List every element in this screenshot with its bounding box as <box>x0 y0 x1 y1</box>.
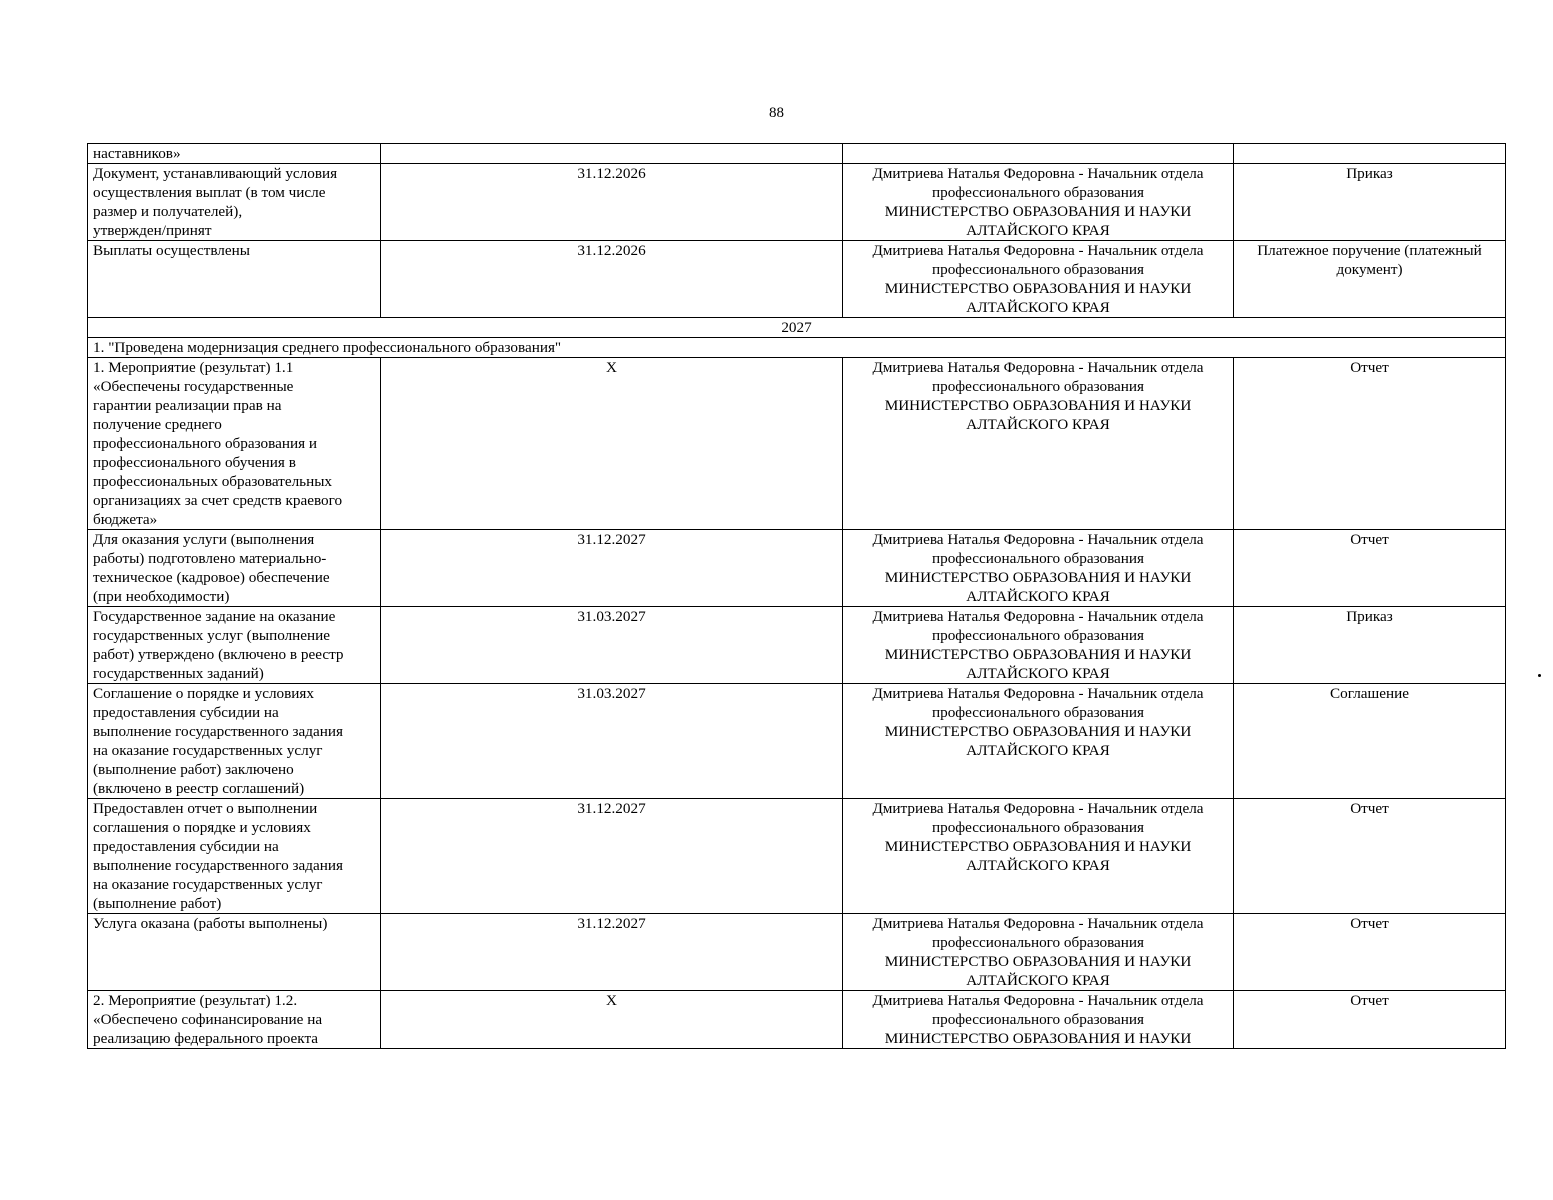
responsible-person-cell-line: МИНИСТЕРСТВО ОБРАЗОВАНИЯ И НАУКИ <box>884 397 1192 414</box>
result-description-cell-line: «Обеспечено софинансирование на <box>93 1011 323 1028</box>
result-description-cell <box>88 241 381 318</box>
responsible-person-cell-line: АЛТАЙСКОГО КРАЯ <box>966 222 1110 239</box>
responsible-person-cell-line: МИНИСТЕРСТВО ОБРАЗОВАНИЯ И НАУКИ <box>884 953 1192 970</box>
deadline-cell: 31.12.2027 <box>381 530 843 607</box>
deadline-cell: 31.12.2026 <box>381 164 843 241</box>
responsible-person-cell-line: АЛТАЙСКОГО КРАЯ <box>966 299 1110 316</box>
responsible-person-cell-line: АЛТАЙСКОГО КРАЯ <box>966 665 1110 682</box>
responsible-person-cell-line: Дмитриева Наталья Федоровна - Начальник отдела <box>872 800 1204 817</box>
result-description-cell <box>88 607 381 684</box>
year-section-row <box>88 318 1506 338</box>
table-body <box>88 144 1506 1049</box>
deadline-cell <box>381 144 843 164</box>
responsible-person-cell-line: Дмитриева Наталья Федоровна - Начальник отдела <box>872 359 1204 376</box>
result-description-cell <box>88 684 381 799</box>
result-description-cell <box>88 358 381 530</box>
result-description-cell-line: на оказание государственных услуг <box>93 742 323 759</box>
responsible-person-cell-line: Дмитриева Наталья Федоровна - Начальник отдела <box>872 608 1204 625</box>
responsible-person-cell-line: профессионального образования <box>931 934 1145 951</box>
table-row <box>88 607 1506 684</box>
responsible-person-cell-line: профессионального образования <box>931 1011 1145 1028</box>
result-description-cell <box>88 530 381 607</box>
result-description-cell-line: работы) подготовлено материально- <box>93 550 327 567</box>
result-description-cell-line: выполнение государственного задания <box>93 857 343 874</box>
deadline-cell: 31.03.2027 <box>381 607 843 684</box>
document-type-cell: Отчет <box>1234 358 1506 530</box>
result-description-cell-line: соглашения о порядке и условиях <box>93 819 311 836</box>
result-description-cell-line: Предоставлен отчет о выполнении <box>93 800 318 817</box>
responsible-person-cell-line: АЛТАЙСКОГО КРАЯ <box>966 416 1110 433</box>
result-description-cell-line: Услуга оказана (работы выполнены) <box>93 915 328 932</box>
result-description-cell-line: выполнение государственного задания <box>93 723 343 740</box>
result-description-cell-line: профессионального обучения в <box>93 454 296 471</box>
document-type-cell: Платежное поручение (платежный документ) <box>1234 241 1506 318</box>
responsible-person-cell-line: профессионального образования <box>931 819 1145 836</box>
table-row <box>88 530 1506 607</box>
result-description-cell-line: организациях за счет средств краевого <box>93 492 343 509</box>
responsible-person-cell-line: МИНИСТЕРСТВО ОБРАЗОВАНИЯ И НАУКИ <box>884 646 1192 663</box>
table-row <box>88 991 1506 1049</box>
result-description-cell-line: (выполнение работ) <box>93 895 222 912</box>
result-description-cell-line: (выполнение работ) заключено <box>93 761 294 778</box>
responsible-person-cell <box>843 530 1234 607</box>
responsible-person-cell-line: Дмитриева Наталья Федоровна - Начальник отдела <box>872 915 1204 932</box>
result-description-cell <box>88 144 381 164</box>
subsection-row <box>88 338 1506 358</box>
document-type-cell <box>1234 144 1506 164</box>
result-description-cell-line: государственных услуг (выполнение <box>93 627 331 644</box>
document-type-cell: Приказ <box>1234 164 1506 241</box>
result-description-cell-line: утвержден/принят <box>93 222 212 239</box>
document-type-cell: Отчет <box>1234 530 1506 607</box>
responsible-person-cell <box>843 164 1234 241</box>
responsible-person-cell <box>843 684 1234 799</box>
control-points-table <box>87 143 1506 1049</box>
responsible-person-cell-line: профессионального образования <box>931 704 1145 721</box>
responsible-person-cell-line: АЛТАЙСКОГО КРАЯ <box>966 972 1110 989</box>
result-description-cell-line: реализацию федерального проекта <box>93 1030 319 1047</box>
year-heading: 2027 <box>88 318 1506 338</box>
result-description-cell-line: (при необходимости) <box>93 588 230 605</box>
table-row <box>88 144 1506 164</box>
result-description-cell-line: «Обеспечены государственные <box>93 378 294 395</box>
table-row <box>88 914 1506 991</box>
result-description-cell-line: Государственное задание на оказание <box>93 608 336 625</box>
deadline-cell: 31.03.2027 <box>381 684 843 799</box>
result-description-cell-line: работ) утверждено (включено в реестр <box>93 646 344 663</box>
result-description-cell <box>88 914 381 991</box>
responsible-person-cell-line: МИНИСТЕРСТВО ОБРАЗОВАНИЯ И НАУКИ <box>884 838 1192 855</box>
responsible-person-cell <box>843 991 1234 1049</box>
responsible-person-cell-line: профессионального образования <box>931 184 1145 201</box>
responsible-person-cell-line: профессионального образования <box>931 261 1145 278</box>
result-description-cell-line: техническое (кадровое) обеспечение <box>93 569 330 586</box>
responsible-person-cell-line: Дмитриева Наталья Федоровна - Начальник отдела <box>872 531 1204 548</box>
responsible-person-cell <box>843 607 1234 684</box>
responsible-person-cell-line: МИНИСТЕРСТВО ОБРАЗОВАНИЯ И НАУКИ <box>884 723 1192 740</box>
deadline-cell: 31.12.2026 <box>381 241 843 318</box>
result-description-cell-line: 2. Мероприятие (результат) 1.2. <box>93 992 298 1009</box>
deadline-cell: X <box>381 358 843 530</box>
deadline-cell: 31.12.2027 <box>381 799 843 914</box>
result-description-cell-line: получение среднего <box>93 416 222 433</box>
result-description-cell-line: Выплаты осуществлены <box>93 242 250 259</box>
responsible-person-cell <box>843 914 1234 991</box>
responsible-person-cell-line: Дмитриева Наталья Федоровна - Начальник отдела <box>872 165 1204 182</box>
result-description-cell-line: 1. Мероприятие (результат) 1.1 <box>93 359 294 376</box>
responsible-person-cell-line: профессионального образования <box>931 378 1145 395</box>
responsible-person-cell-line: Дмитриева Наталья Федоровна - Начальник отдела <box>872 242 1204 259</box>
table-row <box>88 684 1506 799</box>
table-row <box>88 799 1506 914</box>
deadline-cell: 31.12.2027 <box>381 914 843 991</box>
responsible-person-cell <box>843 241 1234 318</box>
deadline-cell: X <box>381 991 843 1049</box>
result-description-cell-line: (включено в реестр соглашений) <box>93 780 305 797</box>
document-type-cell: Отчет <box>1234 799 1506 914</box>
scan-speck <box>1538 674 1541 677</box>
result-description-cell-line: наставников» <box>93 145 181 162</box>
responsible-person-cell <box>843 799 1234 914</box>
document-type-cell: Отчет <box>1234 991 1506 1049</box>
responsible-person-cell <box>843 358 1234 530</box>
result-description-cell <box>88 991 381 1049</box>
responsible-person-cell-line: АЛТАЙСКОГО КРАЯ <box>966 588 1110 605</box>
result-description-cell-line: Для оказания услуги (выполнения <box>93 531 315 548</box>
table-row <box>88 358 1506 530</box>
page-number: 88 <box>769 105 784 121</box>
document-type-cell: Приказ <box>1234 607 1506 684</box>
responsible-person-cell-line: АЛТАЙСКОГО КРАЯ <box>966 857 1110 874</box>
responsible-person-cell-line: Дмитриева Наталья Федоровна - Начальник отдела <box>872 685 1204 702</box>
responsible-person-cell-line: профессионального образования <box>931 550 1145 567</box>
responsible-person-cell-line: МИНИСТЕРСТВО ОБРАЗОВАНИЯ И НАУКИ <box>884 203 1192 220</box>
document-type-cell: Соглашение <box>1234 684 1506 799</box>
result-description-cell-line: предоставления субсидии на <box>93 704 279 721</box>
responsible-person-cell <box>843 144 1234 164</box>
result-description-cell <box>88 164 381 241</box>
table-row <box>88 241 1506 318</box>
result-description-cell-line: профессионального образования и <box>93 435 317 452</box>
responsible-person-cell-line: МИНИСТЕРСТВО ОБРАЗОВАНИЯ И НАУКИ <box>884 569 1192 586</box>
result-description-cell-line: Соглашение о порядке и условиях <box>93 685 314 702</box>
result-description-cell-line: предоставления субсидии на <box>93 838 279 855</box>
responsible-person-cell-line: АЛТАЙСКОГО КРАЯ <box>966 742 1110 759</box>
table-row <box>88 164 1506 241</box>
responsible-person-cell-line: МИНИСТЕРСТВО ОБРАЗОВАНИЯ И НАУКИ <box>884 280 1192 297</box>
document-type-cell: Отчет <box>1234 914 1506 991</box>
result-description-cell-line: Документ, устанавливающий условия <box>93 165 338 182</box>
responsible-person-cell-line: Дмитриева Наталья Федоровна - Начальник отдела <box>872 992 1204 1009</box>
result-description-cell-line: осуществления выплат (в том числе <box>93 184 326 201</box>
result-description-cell-line: на оказание государственных услуг <box>93 876 323 893</box>
result-description-cell-line: бюджета» <box>93 511 158 528</box>
result-description-cell <box>88 799 381 914</box>
result-description-cell-line: гарантии реализации прав на <box>93 397 282 414</box>
subsection-heading: 1. "Проведена модернизация среднего профессионального образования" <box>88 338 1506 358</box>
result-description-cell-line: профессиональных образовательных <box>93 473 332 490</box>
result-description-cell-line: размер и получателей), <box>93 203 243 220</box>
responsible-person-cell-line: МИНИСТЕРСТВО ОБРАЗОВАНИЯ И НАУКИ <box>884 1030 1192 1047</box>
result-description-cell-line: государственных заданий) <box>93 665 264 682</box>
responsible-person-cell-line: профессионального образования <box>931 627 1145 644</box>
